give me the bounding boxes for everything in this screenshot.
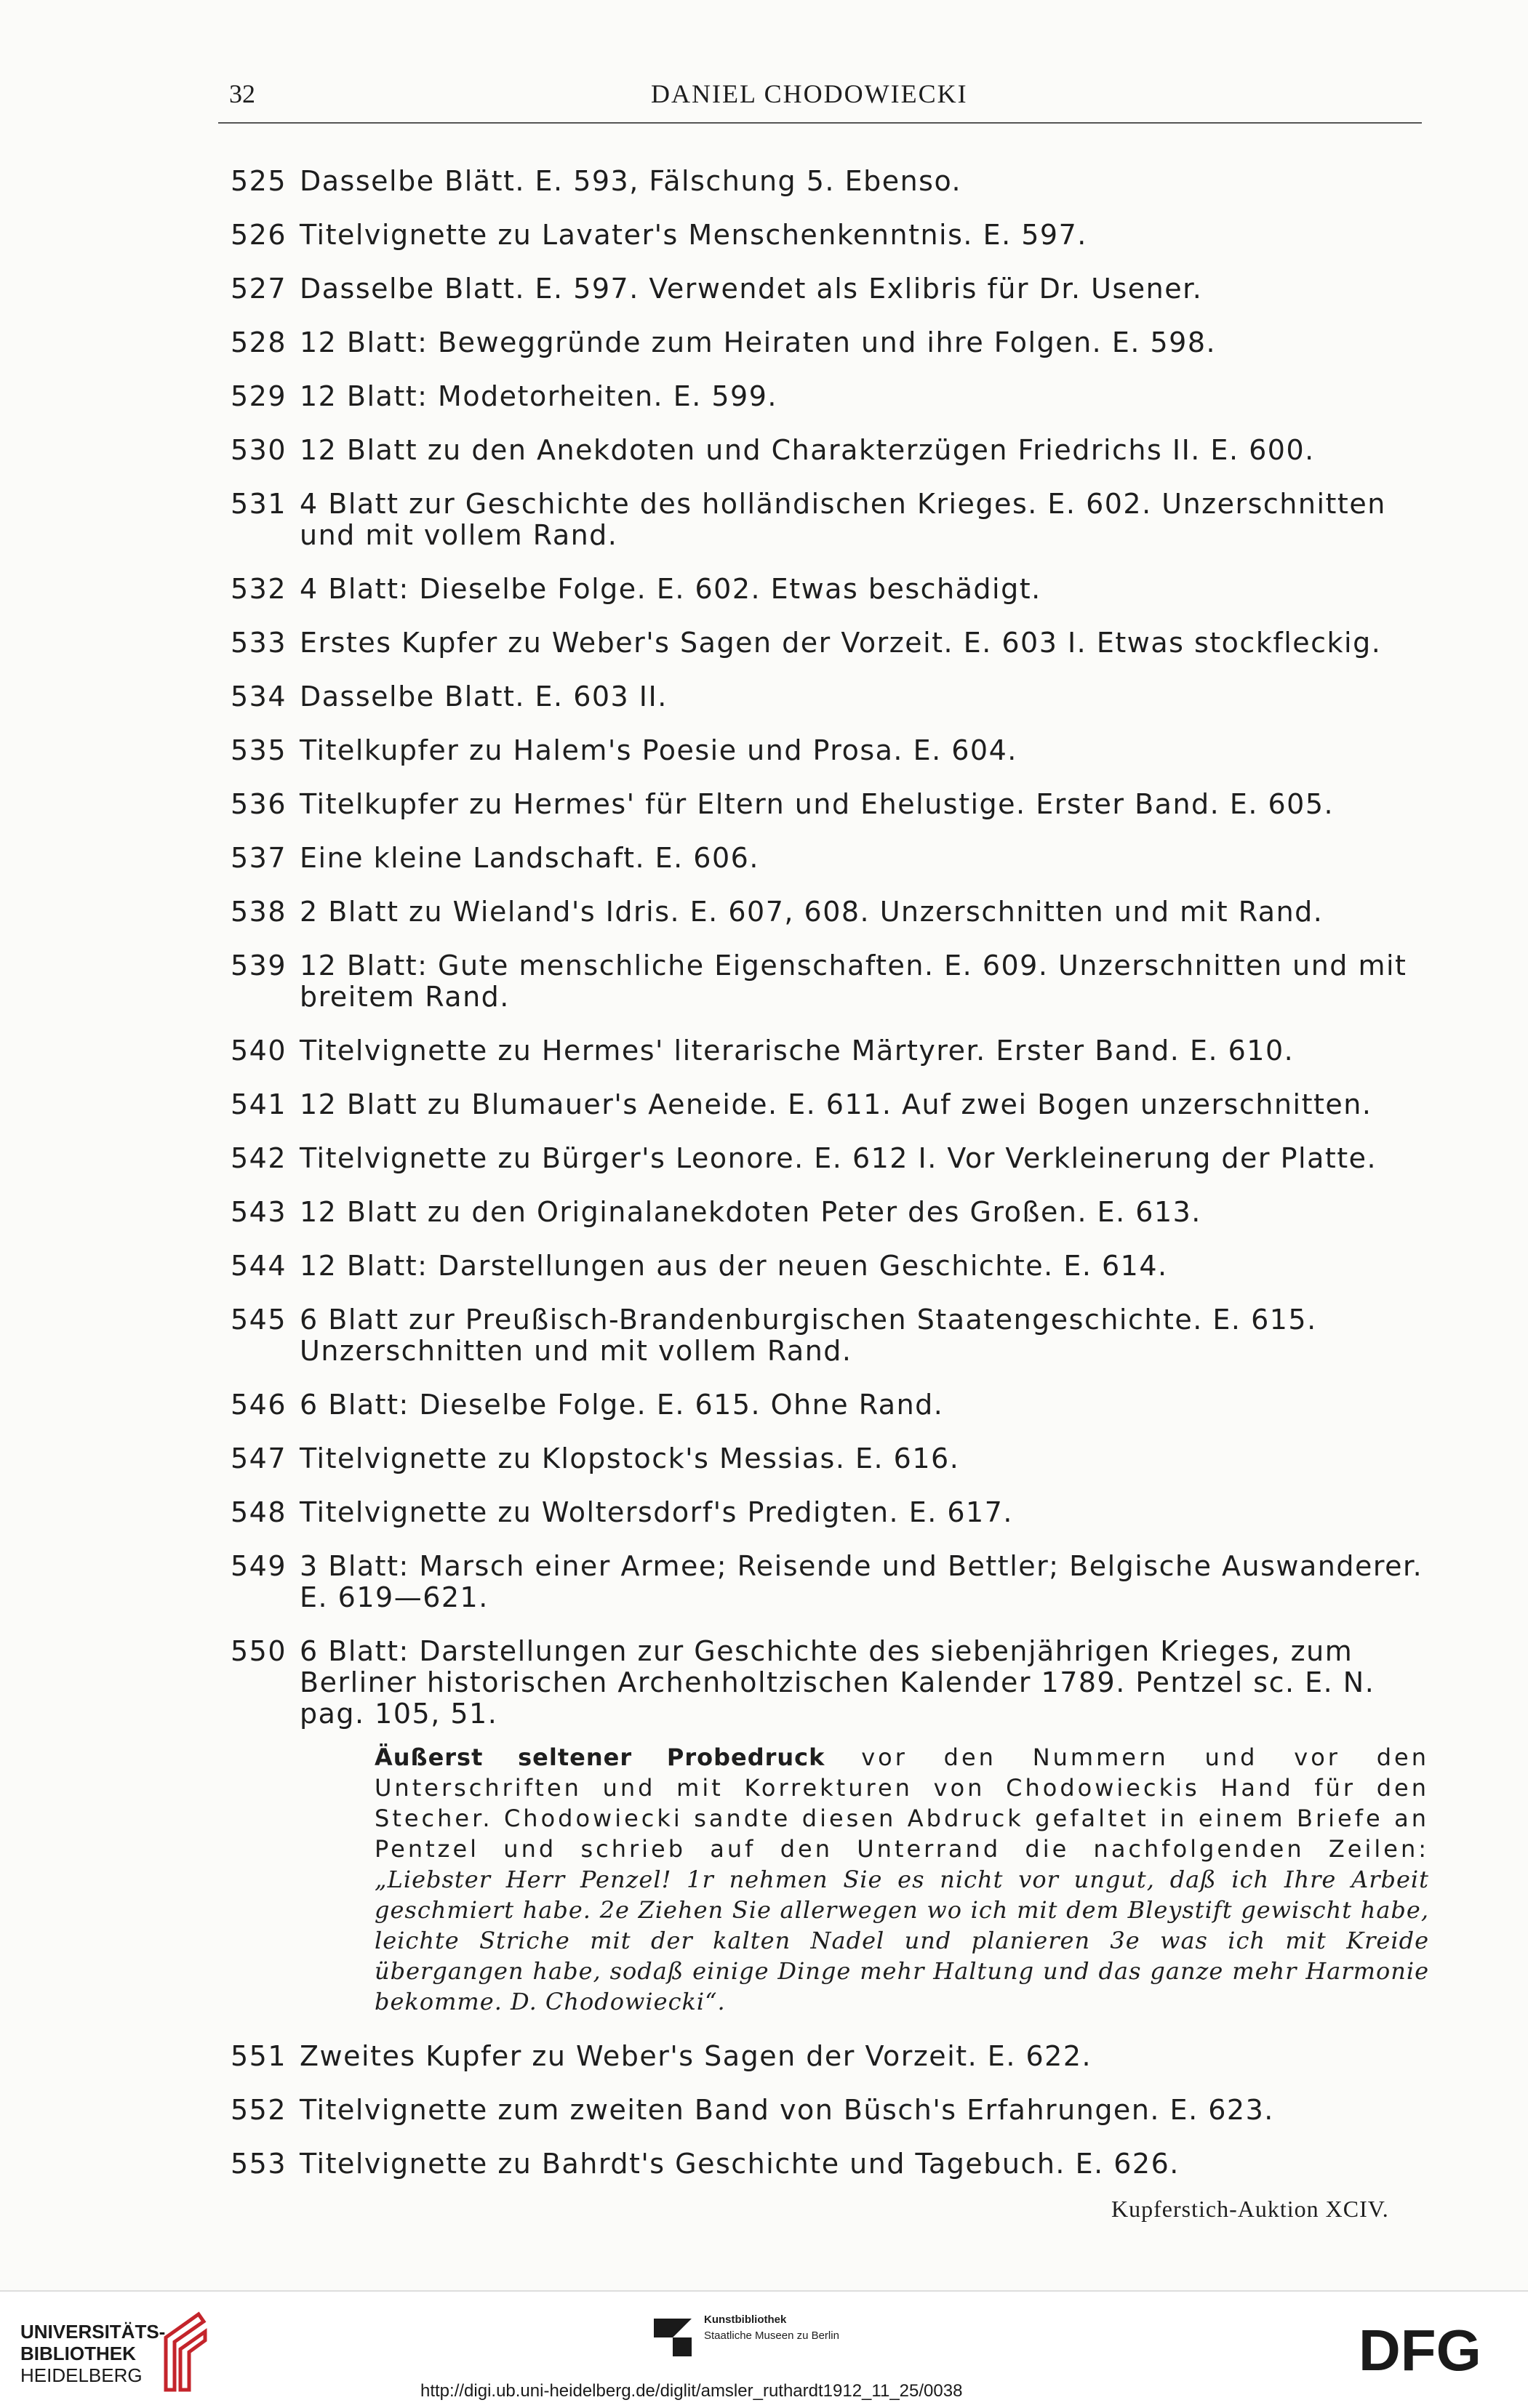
entry-text: 12 Blatt: Darstellungen aus der neuen Geschichte. E. 614. [300, 1250, 1168, 1282]
entry-number: 529 [231, 380, 287, 412]
entry-number: 531 [231, 488, 287, 520]
catalogue-entry [218, 273, 1429, 305]
entry-number: 536 [231, 788, 287, 820]
catalogue-entry [218, 327, 1429, 358]
note-heading: Äußerst seltener Probedruck [375, 1743, 825, 1771]
catalogue-entry [218, 896, 1429, 928]
entry-number: 553 [231, 2148, 287, 2180]
entry-number: 527 [231, 273, 287, 305]
entry-number: 532 [231, 573, 287, 605]
university-library-logo[interactable] [20, 2321, 165, 2386]
entry-number: 540 [231, 1035, 287, 1067]
catalogue-entry [218, 220, 1429, 251]
logo-line: BIBLIOTHEK [20, 2343, 136, 2364]
entry-text: Titelvignette zu Woltersdorf's Predigten. E. 617. [300, 1496, 1013, 1528]
entry-text: 12 Blatt: Gute menschliche Eigenschaften. E. 609. Unzerschnitten und mit breitem Rand. [300, 950, 1407, 1013]
entry-text: 6 Blatt zur Preußisch-Brandenburgischen Staatengeschichte. E. 615. Unzerschnitten und mit vollem Rand. [300, 1304, 1317, 1367]
catalogue-entry [218, 1551, 1429, 1613]
entry-number: 546 [231, 1389, 287, 1421]
entry-text: Titelvignette zu Klopstock's Messias. E. 616. [300, 1442, 960, 1474]
catalogue-entry [218, 381, 1429, 412]
catalogue-entry [218, 1389, 1429, 1421]
entry-text: Titelvignette zum zweiten Band von Büsch's Erfahrungen. E. 623. [300, 2094, 1274, 2126]
entry-number: 530 [231, 434, 287, 466]
catalogue-entry [218, 735, 1429, 766]
entry-number: 539 [231, 950, 287, 982]
entry-text: 3 Blatt: Marsch einer Armee; Reisende und Bettler; Belgische Auswanderer. E. 619—621. [300, 1550, 1423, 1613]
entry-text: 2 Blatt zu Wieland's Idris. E. 607, 608. Unzerschnitten und mit Rand. [300, 896, 1324, 928]
logo-line: UNIVERSITÄTS- [20, 2321, 166, 2343]
entry-number: 548 [231, 1496, 287, 1528]
catalogue-entry [218, 574, 1429, 605]
entry-text: Titelvignette zu Lavater's Menschenkenntnis. E. 597. [300, 219, 1087, 251]
entry-text: 12 Blatt: Modetorheiten. E. 599. [300, 380, 777, 412]
catalogue-entry [218, 2148, 1429, 2180]
entry-number: 547 [231, 1442, 287, 1474]
entry-number: 544 [231, 1250, 287, 1282]
entry-number: 533 [231, 627, 287, 659]
entry-text: Titelvignette zu Hermes' literarische Märtyrer. Erster Band. E. 610. [300, 1035, 1295, 1067]
catalogue-entry [218, 1443, 1429, 1474]
entry-number: 542 [231, 1142, 287, 1174]
catalogue-entry [218, 1197, 1429, 1228]
kb-subtitle: Staatliche Museen zu Berlin [704, 2329, 839, 2342]
entry-text: 6 Blatt: Darstellungen zur Geschichte des siebenjährigen Krieges, zum Berliner historischen Archenholtzischen Kalender 1789. Pentzel sc. E. N. pag. 105, 51. [300, 1635, 1375, 1730]
catalogue-entry [218, 1089, 1429, 1120]
entry-text: 12 Blatt: Beweggründe zum Heiraten und ihre Folgen. E. 598. [300, 326, 1217, 358]
entry-text: Dasselbe Blatt. E. 603 II. [300, 681, 668, 713]
entry-text: 12 Blatt zu den Anekdoten und Charakterzügen Friedrichs II. E. 600. [300, 434, 1315, 466]
catalogue-entry [218, 1035, 1429, 1067]
catalogue-entry [218, 681, 1429, 713]
dfg-logo-text: DFG [1359, 2321, 1481, 2379]
entry-text: Titelvignette zu Bahrdt's Geschichte und Tagebuch. E. 626. [300, 2148, 1180, 2180]
catalogue-entry [218, 1143, 1429, 1174]
note-quote: „Liebster Herr Penzel! 1r nehmen Sie es nicht vor ungut, daß ich Ihre Arbeit geschmiert habe. 2e Ziehen Sie allerwegen wo ich mit dem Bleystift gewischt habe, leichte Striche mit der kalten Nadel und planieren 3e was ich mit Kreide übergangen habe, sodaß einige Dinge mehr Haltung und das ganze mehr Harmonie bekomme. D. Chodowiecki“. [375, 1866, 1429, 2015]
note-text: vor den Nummern und vor den Unterschriften und mit Korrekturen von Chodowieckis Hand für den Stecher. Chodowiecki sandte diesen Abdruck gefaltet in einem Briefe an Pentzel und schrieb auf den Unterrand die nachfolgenden Zeilen: [375, 1743, 1430, 1863]
entry-number: 526 [231, 219, 287, 251]
catalogue-entry [218, 166, 1429, 197]
running-title: DANIEL CHODOWIECKI [651, 79, 968, 108]
catalogue-entry [218, 2041, 1429, 2072]
entry-number: 550 [231, 1635, 287, 1667]
logo-line: HEIDELBERG [20, 2364, 143, 2386]
catalogue-entry [218, 435, 1429, 466]
entry-number: 552 [231, 2094, 287, 2126]
permalink-url[interactable]: http://digi.ub.uni-heidelberg.de/diglit/amsler_ruthardt1912_11_25/0038 [420, 2381, 963, 2401]
catalogue-entry [218, 1304, 1429, 1367]
entry-number: 551 [231, 2040, 287, 2072]
entry-number: 543 [231, 1196, 287, 1228]
entry-text: 12 Blatt zu Blumauer's Aeneide. E. 611. Auf zwei Bogen unzerschnitten. [300, 1088, 1372, 1120]
entry-number: 528 [231, 326, 287, 358]
entry-number: 541 [231, 1088, 287, 1120]
entry-text: Titelkupfer zu Hermes' für Eltern und Ehelustige. Erster Band. E. 605. [300, 788, 1335, 820]
dfg-logo[interactable] [1359, 2321, 1504, 2379]
catalogue-entry [218, 627, 1429, 659]
catalogue-footer: Kupferstich-Auktion XCIV. [1111, 2196, 1389, 2222]
entry-text: Eine kleine Landschaft. E. 606. [300, 842, 759, 874]
entry-text: 4 Blatt: Dieselbe Folge. E. 602. Etwas beschädigt. [300, 573, 1041, 605]
entry-text: Zweites Kupfer zu Weber's Sagen der Vorzeit. E. 622. [300, 2040, 1092, 2072]
entry-text: Dasselbe Blatt. E. 597. Verwendet als Exlibris für Dr. Usener. [300, 273, 1203, 305]
proof-note [375, 1742, 1429, 2017]
entry-number: 534 [231, 681, 287, 713]
catalogue-entry [218, 1251, 1429, 1282]
catalogue-entry [218, 1636, 1429, 1730]
kunstbibliothek-logo-icon [651, 2316, 695, 2359]
university-logo-icon [159, 2308, 211, 2396]
kunstbibliothek-logo[interactable] [704, 2312, 839, 2344]
kb-title: Kunstbibliothek [704, 2313, 787, 2326]
entry-number: 535 [231, 734, 287, 766]
entry-text: Dasselbe Blätt. E. 593, Fälschung 5. Ebenso. [300, 165, 962, 197]
entry-number: 545 [231, 1304, 287, 1336]
entry-text: Erstes Kupfer zu Weber's Sagen der Vorzeit. E. 603 I. Etwas stockfleckig. [300, 627, 1382, 659]
catalogue-entry [218, 2095, 1429, 2126]
entry-number: 537 [231, 842, 287, 874]
entry-text: Titelvignette zu Bürger's Leonore. E. 612 I. Vor Verkleinerung der Platte. [300, 1142, 1377, 1174]
catalogue-entry [218, 789, 1429, 820]
header-rule [218, 122, 1422, 124]
page-number: 32 [229, 79, 255, 108]
entry-text: 4 Blatt zur Geschichte des holländischen Krieges. E. 602. Unzerschnitten und mit vollem Rand. [300, 488, 1386, 551]
entry-number: 538 [231, 896, 287, 928]
catalogue-entries [218, 166, 1429, 2202]
entry-number: 549 [231, 1550, 287, 1582]
catalogue-entry [218, 1497, 1429, 1528]
entry-text: Titelkupfer zu Halem's Poesie und Prosa. E. 604. [300, 734, 1017, 766]
entry-text: 12 Blatt zu den Originalanekdoten Peter des Großen. E. 613. [300, 1196, 1201, 1228]
catalogue-entry [218, 489, 1429, 551]
entry-number: 525 [231, 165, 287, 197]
entry-text: 6 Blatt: Dieselbe Folge. E. 615. Ohne Rand. [300, 1389, 944, 1421]
catalogue-entry [218, 950, 1429, 1013]
catalogue-entry [218, 843, 1429, 874]
